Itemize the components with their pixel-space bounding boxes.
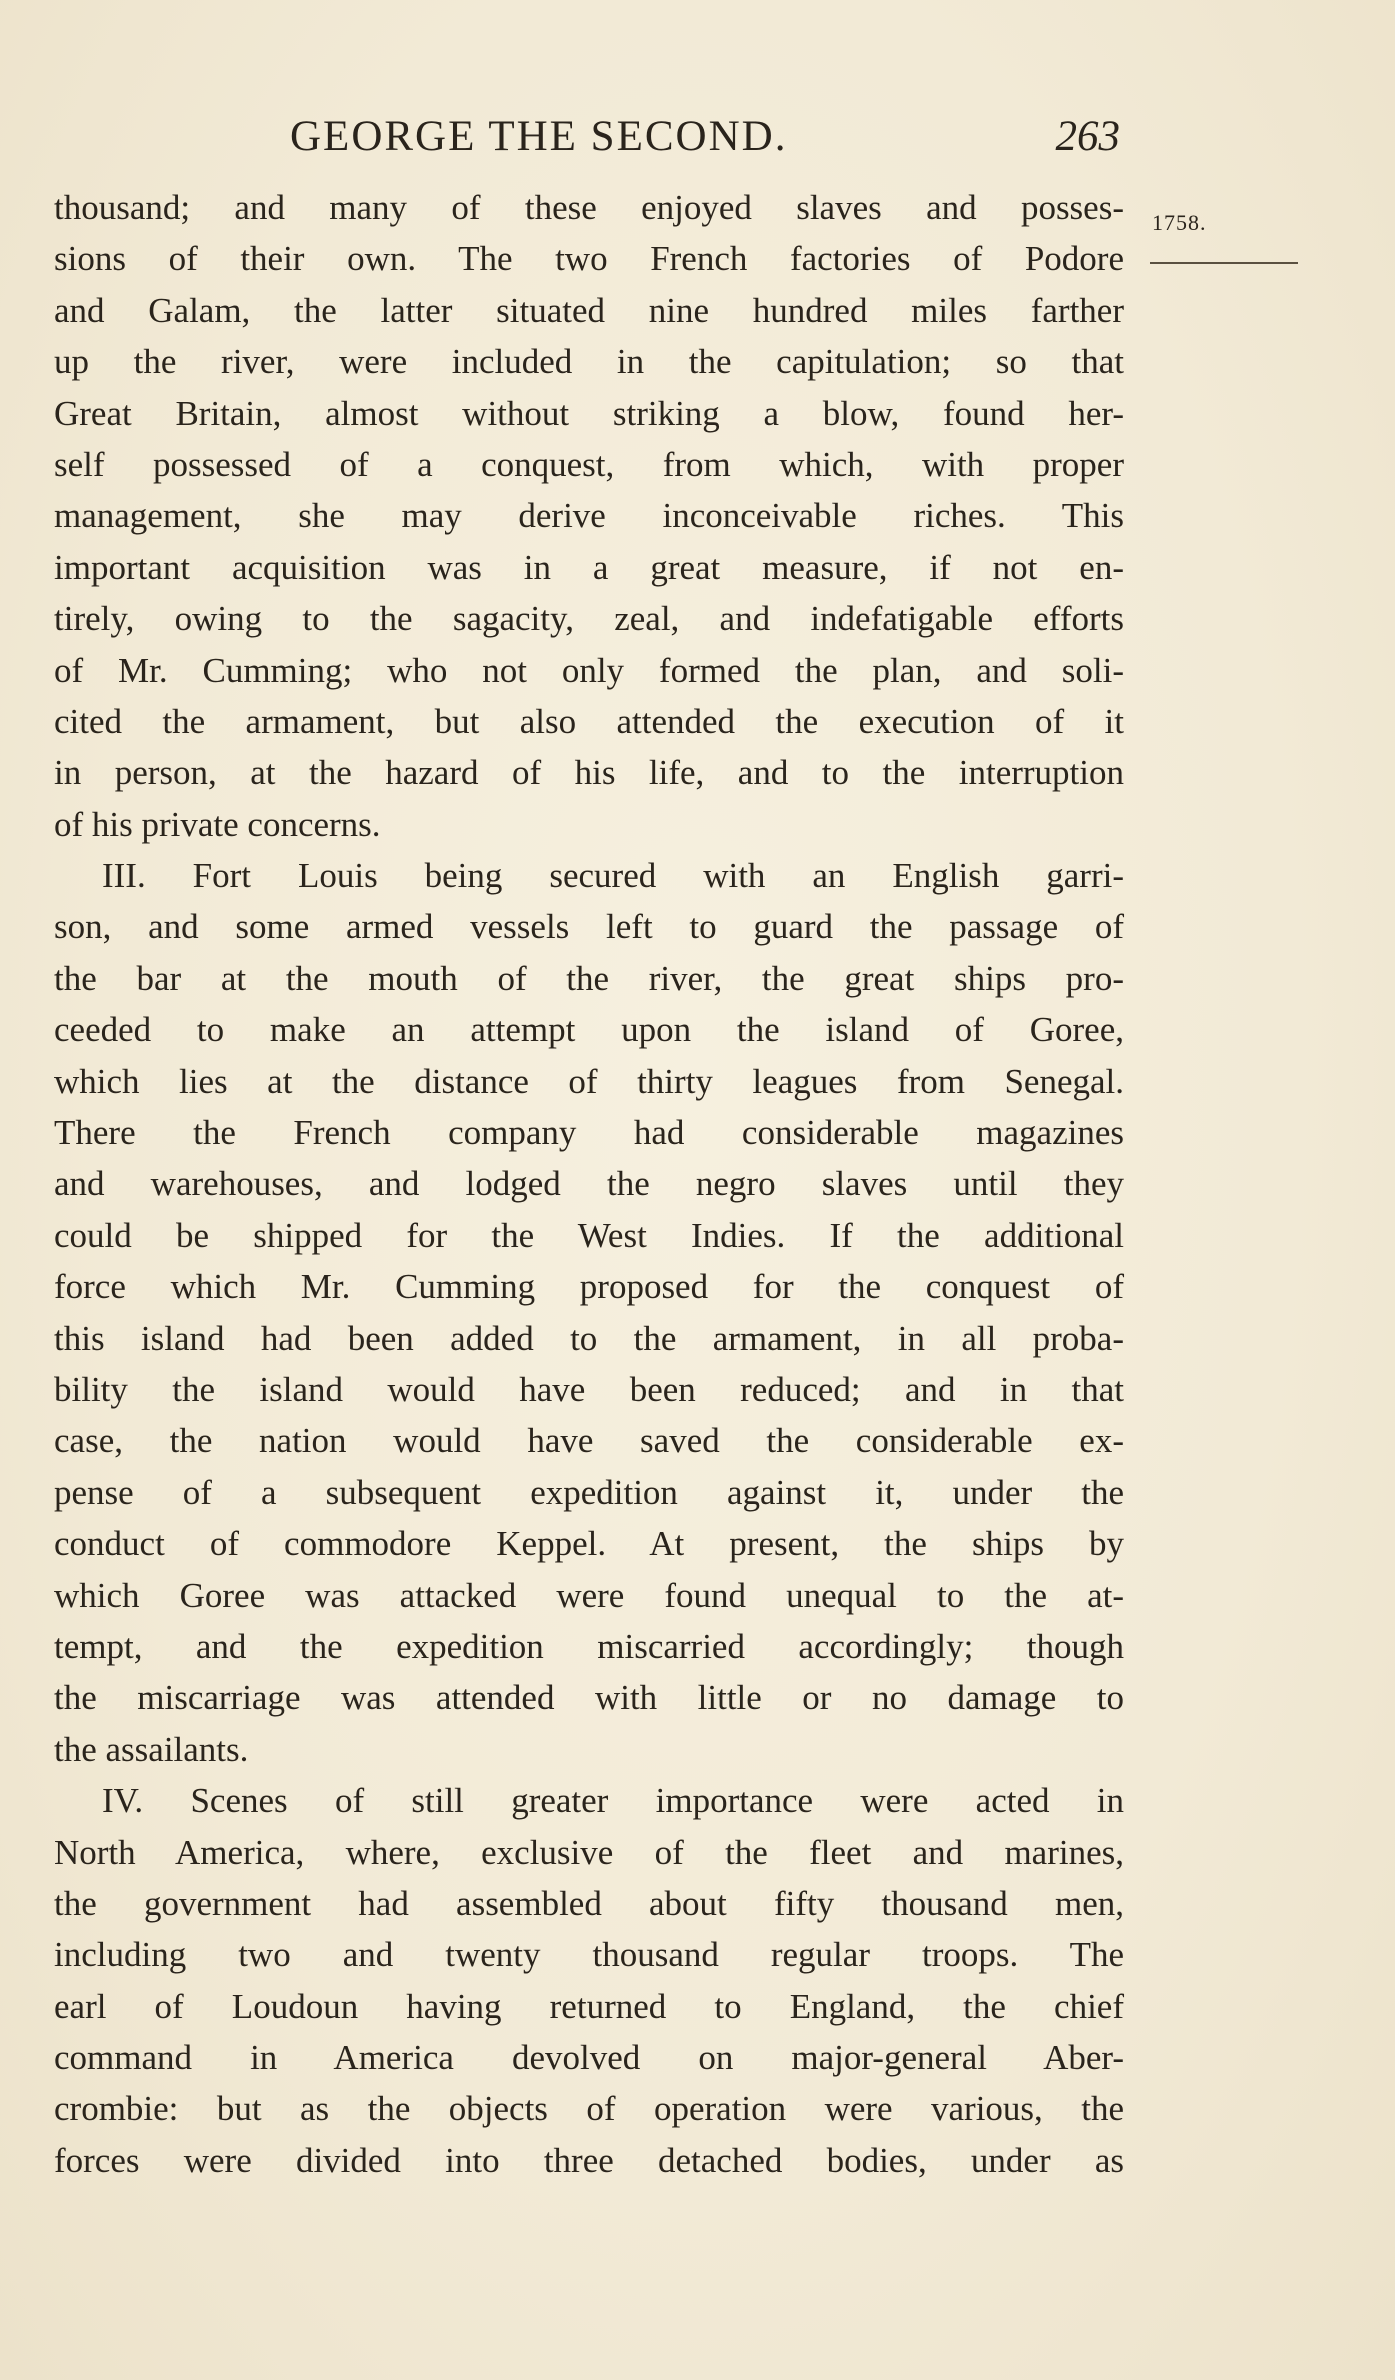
text-line: and Galam, the latter situated nine hundred miles farther bbox=[54, 290, 1124, 330]
text-line: command in America devolved on major-general Aber- bbox=[54, 2038, 1124, 2078]
text-line: There the French company had considerable magazines bbox=[54, 1113, 1124, 1153]
text-line: management, she may derive inconceivable riches. This bbox=[54, 496, 1124, 536]
text-line: ceeded to make an attempt upon the island of Goree, bbox=[54, 1010, 1124, 1050]
text-line: earl of Loudoun having returned to England, the chief bbox=[54, 1986, 1124, 2026]
text-line: bility the island would have been reduced; and in that bbox=[54, 1369, 1124, 1409]
text-line: case, the nation would have saved the considerable ex- bbox=[54, 1421, 1124, 1461]
text-line: could be shipped for the West Indies. If the additional bbox=[54, 1215, 1124, 1255]
running-title: GEORGE THE SECOND. bbox=[290, 113, 788, 160]
text-line: and warehouses, and lodged the negro slaves until they bbox=[54, 1164, 1124, 1204]
text-line: forces were divided into three detached bodies, under as bbox=[54, 2140, 1124, 2180]
text-line: important acquisition was in a great measure, if not en- bbox=[54, 547, 1124, 587]
text-line: Great Britain, almost without striking a blow, found her- bbox=[54, 393, 1124, 433]
text-line: of Mr. Cumming; who not only formed the plan, and soli- bbox=[54, 650, 1124, 690]
text-line: tempt, and the expedition miscarried accordingly; though bbox=[54, 1626, 1124, 1666]
text-line: sions of their own. The two French factories of Podore bbox=[54, 239, 1124, 279]
paragraph-end-line: of his private concerns. bbox=[54, 804, 381, 844]
text-line: which lies at the distance of thirty leagues from Senegal. bbox=[54, 1061, 1124, 1101]
text-line: conduct of commodore Keppel. At present, the ships by bbox=[54, 1524, 1124, 1564]
text-line: thousand; and many of these enjoyed slaves and posses- bbox=[54, 188, 1124, 227]
text-line: son, and some armed vessels left to guard the passage of bbox=[54, 907, 1124, 947]
page-header bbox=[290, 112, 1120, 172]
text-line: pense of a subsequent expedition against it, under the bbox=[54, 1472, 1124, 1512]
paragraph-end-line: the assailants. bbox=[54, 1729, 249, 1769]
page-number: 263 bbox=[1055, 113, 1120, 160]
margin-rule bbox=[1150, 262, 1298, 264]
text-line: up the river, were included in the capitulation; so that bbox=[54, 342, 1124, 382]
text-line: cited the armament, but also attended the execution of it bbox=[54, 701, 1124, 741]
body-text bbox=[54, 182, 1124, 2186]
section-start-line: III. Fort Louis being secured with an English garri- bbox=[102, 856, 1124, 896]
section-start-line: IV. Scenes of still greater importance were acted in bbox=[102, 1781, 1124, 1821]
text-line: including two and twenty thousand regular troops. The bbox=[54, 1935, 1124, 1975]
text-line: tirely, owing to the sagacity, zeal, and indefatigable efforts bbox=[54, 599, 1124, 639]
text-line: self possessed of a conquest, from which, with proper bbox=[54, 444, 1124, 484]
text-line: the bar at the mouth of the river, the great ships pro- bbox=[54, 958, 1124, 998]
text-line: which Goree was attacked were found unequal to the at- bbox=[54, 1575, 1124, 1615]
text-line: crombie: but as the objects of operation were various, the bbox=[54, 2089, 1124, 2129]
text-line: in person, at the hazard of his life, and to the interruption bbox=[54, 753, 1124, 793]
text-line: the miscarriage was attended with little or no damage to bbox=[54, 1678, 1124, 1718]
text-line: North America, where, exclusive of the fleet and marines, bbox=[54, 1832, 1124, 1872]
margin-year: 1758. bbox=[1152, 210, 1207, 235]
text-line: force which Mr. Cumming proposed for the conquest of bbox=[54, 1267, 1124, 1307]
text-line: the government had assembled about fifty thousand men, bbox=[54, 1883, 1124, 1923]
text-line: this island had been added to the armament, in all proba- bbox=[54, 1318, 1124, 1358]
